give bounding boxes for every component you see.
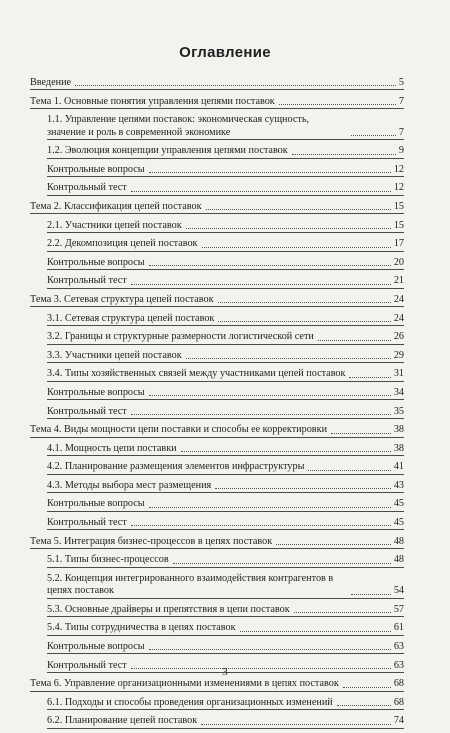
toc-section-entry	[47, 714, 404, 728]
toc-leader-dots	[201, 724, 391, 725]
toc-leader-dots	[75, 85, 396, 86]
toc-entry-title: Контрольный тест	[47, 517, 127, 529]
toc-entry-title: 5.3. Основные драйверы и препятствия в цепи поставок	[47, 603, 290, 615]
toc-leader-dots	[343, 687, 391, 688]
toc-entry-page: 41	[393, 461, 404, 473]
toc-section-entry	[47, 640, 404, 654]
toc-chapter-entry	[30, 423, 404, 437]
toc-entry-title: 6.2. Планирование цепей поставок	[47, 715, 198, 727]
toc-entry-page: 54	[393, 585, 404, 597]
toc-entry-page: 9	[398, 145, 404, 157]
toc-leader-dots	[215, 488, 391, 489]
toc-leader-dots	[131, 525, 391, 526]
toc-chapter-entry	[30, 200, 404, 214]
toc-entry-page: 63	[393, 641, 404, 653]
toc-section-entry	[47, 219, 404, 233]
toc-section-entry	[47, 367, 404, 381]
toc-leader-dots	[181, 451, 391, 452]
toc-entry-page: 26	[393, 331, 404, 343]
toc-section-entry	[47, 442, 404, 456]
toc-section-entry	[47, 603, 404, 617]
toc-entry-title: 6.1. Подходы и способы проведения организационных изменений	[47, 696, 333, 708]
toc-chapter-entry	[30, 535, 404, 549]
toc-entry-title: Контрольные вопросы	[47, 256, 145, 268]
toc-entry-page: 38	[393, 442, 404, 454]
toc-entry-page: 24	[393, 312, 404, 324]
toc-leader-dots	[202, 247, 391, 248]
toc-entry-title: 3.1. Сетевая структура цепей поставок	[47, 312, 215, 324]
toc-entry-page: 7	[398, 126, 404, 138]
toc-entry-title: Введение	[30, 77, 72, 88]
toc-entry-page: 45	[393, 498, 404, 510]
toc-leader-dots	[186, 358, 391, 359]
toc-leader-dots	[294, 612, 391, 613]
toc-entry-title: Контрольные вопросы	[47, 498, 145, 510]
toc-entry-title: Тема 2. Классификация цепей поставок	[30, 200, 202, 212]
toc-entry-title: 3.2. Границы и структурные размерности логистической сети	[47, 331, 314, 343]
toc-entry-title: 4.2. Планирование размещения элементов инфраструктуры	[47, 461, 305, 473]
toc-entry-page: 43	[393, 479, 404, 491]
toc-entry-title: Контрольный тест	[47, 659, 127, 671]
toc-entry-page: 24	[393, 293, 404, 305]
toc-section-entry	[47, 274, 404, 288]
toc-section-entry	[47, 497, 404, 511]
toc-leader-dots	[240, 631, 391, 632]
toc-section-entry	[47, 181, 404, 195]
toc-leader-dots	[351, 594, 391, 595]
toc-entry-page: 61	[393, 622, 404, 634]
toc-section-entry	[47, 349, 404, 363]
toc-leader-dots	[173, 563, 391, 564]
toc-section-entry	[47, 330, 404, 344]
toc-leader-dots	[149, 265, 391, 266]
toc-entry-title: 5.4. Типы сотрудничества в цепях поставок	[47, 622, 236, 634]
toc-entry-title: Тема 5. Интеграция бизнес-процессов в цепях поставок	[30, 535, 273, 547]
toc-entry-page: 29	[393, 349, 404, 361]
toc-leader-dots	[279, 104, 396, 105]
toc-leader-dots	[218, 321, 390, 322]
toc-leader-dots	[218, 302, 391, 303]
page-title: Оглавление	[179, 44, 271, 61]
toc-entry-page: 34	[393, 386, 404, 398]
toc-section-entry	[47, 460, 404, 474]
toc-section-entry	[47, 516, 404, 530]
toc-entry-page: 21	[393, 275, 404, 287]
table-of-contents	[30, 76, 404, 733]
toc-entry-title: 1.1. Управление цепями поставок: экономическая сущность, значение и роль в современной экономике	[47, 114, 310, 138]
toc-entry-title: 4.3. Методы выбора мест размещения	[47, 479, 212, 491]
toc-leader-dots	[331, 433, 391, 434]
toc-leader-dots	[149, 172, 391, 173]
toc-entry-page: 48	[393, 535, 404, 547]
toc-entry-title: 2.1. Участники цепей поставок	[47, 219, 182, 231]
toc-entry-page: 12	[393, 163, 404, 175]
toc-entry-title: 3.4. Типы хозяйственных связей между участниками цепей поставок	[47, 368, 346, 380]
toc-entry-title: Тема 3. Сетевая структура цепей поставок	[30, 293, 214, 305]
toc-chapter-entry	[30, 293, 404, 307]
toc-entry-page: 15	[393, 200, 404, 212]
toc-section-entry	[47, 386, 404, 400]
toc-section-entry	[47, 312, 404, 326]
toc-section-entry	[47, 553, 404, 567]
toc-entry-title: Тема 1. Основные понятия управления цепями поставок	[30, 95, 275, 107]
toc-entry-page: 38	[393, 424, 404, 436]
toc-section-entry	[47, 163, 404, 177]
toc-section-entry	[47, 696, 404, 710]
toc-entry-title: 5.2. Концепция интегрированного взаимодействия контрагентов в цепях поставок	[47, 572, 334, 597]
toc-entry-title: Тема 6. Управление организационными изменениями в цепях поставок	[30, 678, 339, 690]
toc-entry-title: Контрольный тест	[47, 275, 127, 287]
toc-entry-page: 17	[393, 238, 404, 250]
toc-entry-title: 1.2. Эволюция концепции управления цепями поставок	[47, 145, 288, 157]
toc-entry-page: 20	[393, 256, 404, 268]
toc-entry-page: 57	[393, 603, 404, 615]
toc-entry-page: 7	[398, 95, 404, 107]
toc-entry-title: Контрольные вопросы	[47, 386, 145, 398]
toc-entry-page: 48	[393, 554, 404, 566]
toc-section-entry	[47, 479, 404, 493]
toc-chapter-entry	[30, 95, 404, 109]
toc-section-entry	[47, 405, 404, 419]
toc-entry-page: 35	[393, 405, 404, 417]
toc-entry-title: Контрольные вопросы	[47, 163, 145, 175]
toc-leader-dots	[131, 414, 391, 415]
toc-section-entry	[47, 237, 404, 251]
toc-section-entry	[47, 144, 404, 158]
toc-leader-dots	[351, 135, 396, 136]
toc-entry-title: 2.2. Декомпозиция цепей поставок	[47, 238, 198, 250]
toc-leader-dots	[149, 649, 391, 650]
toc-entry-page: 74	[393, 715, 404, 727]
toc-leader-dots	[149, 507, 391, 508]
toc-entry-title: Контрольный тест	[47, 182, 127, 194]
toc-entry-title: 4.1. Мощность цепи поставки	[47, 442, 177, 454]
toc-leader-dots	[131, 191, 391, 192]
toc-entry-title: 3.3. Участники цепей поставок	[47, 349, 182, 361]
toc-section-entry	[47, 572, 404, 599]
toc-leader-dots	[318, 340, 391, 341]
toc-entry-title: Контрольные вопросы	[47, 641, 145, 653]
toc-section-entry	[47, 256, 404, 270]
toc-entry-page: 15	[393, 219, 404, 231]
toc-leader-dots	[206, 209, 391, 210]
toc-section-entry	[47, 113, 404, 140]
toc-entry-page: 63	[393, 659, 404, 671]
toc-chapter-entry	[30, 677, 404, 691]
toc-entry-title: Контрольный тест	[47, 405, 127, 417]
toc-entry-page: 68	[393, 678, 404, 690]
toc-leader-dots	[337, 705, 391, 706]
toc-leader-dots	[131, 284, 391, 285]
toc-entry-page: 12	[393, 182, 404, 194]
toc-chapter-entry	[30, 76, 404, 90]
toc-entry-page: 45	[393, 517, 404, 529]
toc-leader-dots	[186, 228, 391, 229]
toc-section-entry	[47, 621, 404, 635]
toc-leader-dots	[349, 377, 390, 378]
page-number: 3	[222, 666, 228, 678]
toc-leader-dots	[308, 470, 390, 471]
toc-entry-title: 5.1. Типы бизнес-процессов	[47, 554, 169, 566]
toc-leader-dots	[276, 544, 391, 545]
toc-leader-dots	[292, 154, 396, 155]
toc-leader-dots	[149, 395, 391, 396]
toc-entry-page: 5	[398, 77, 404, 88]
toc-entry-page: 68	[393, 696, 404, 708]
toc-entry-page: 31	[393, 368, 404, 380]
toc-entry-title: Тема 4. Виды мощности цепи поставки и способы ее корректировки	[30, 424, 328, 436]
